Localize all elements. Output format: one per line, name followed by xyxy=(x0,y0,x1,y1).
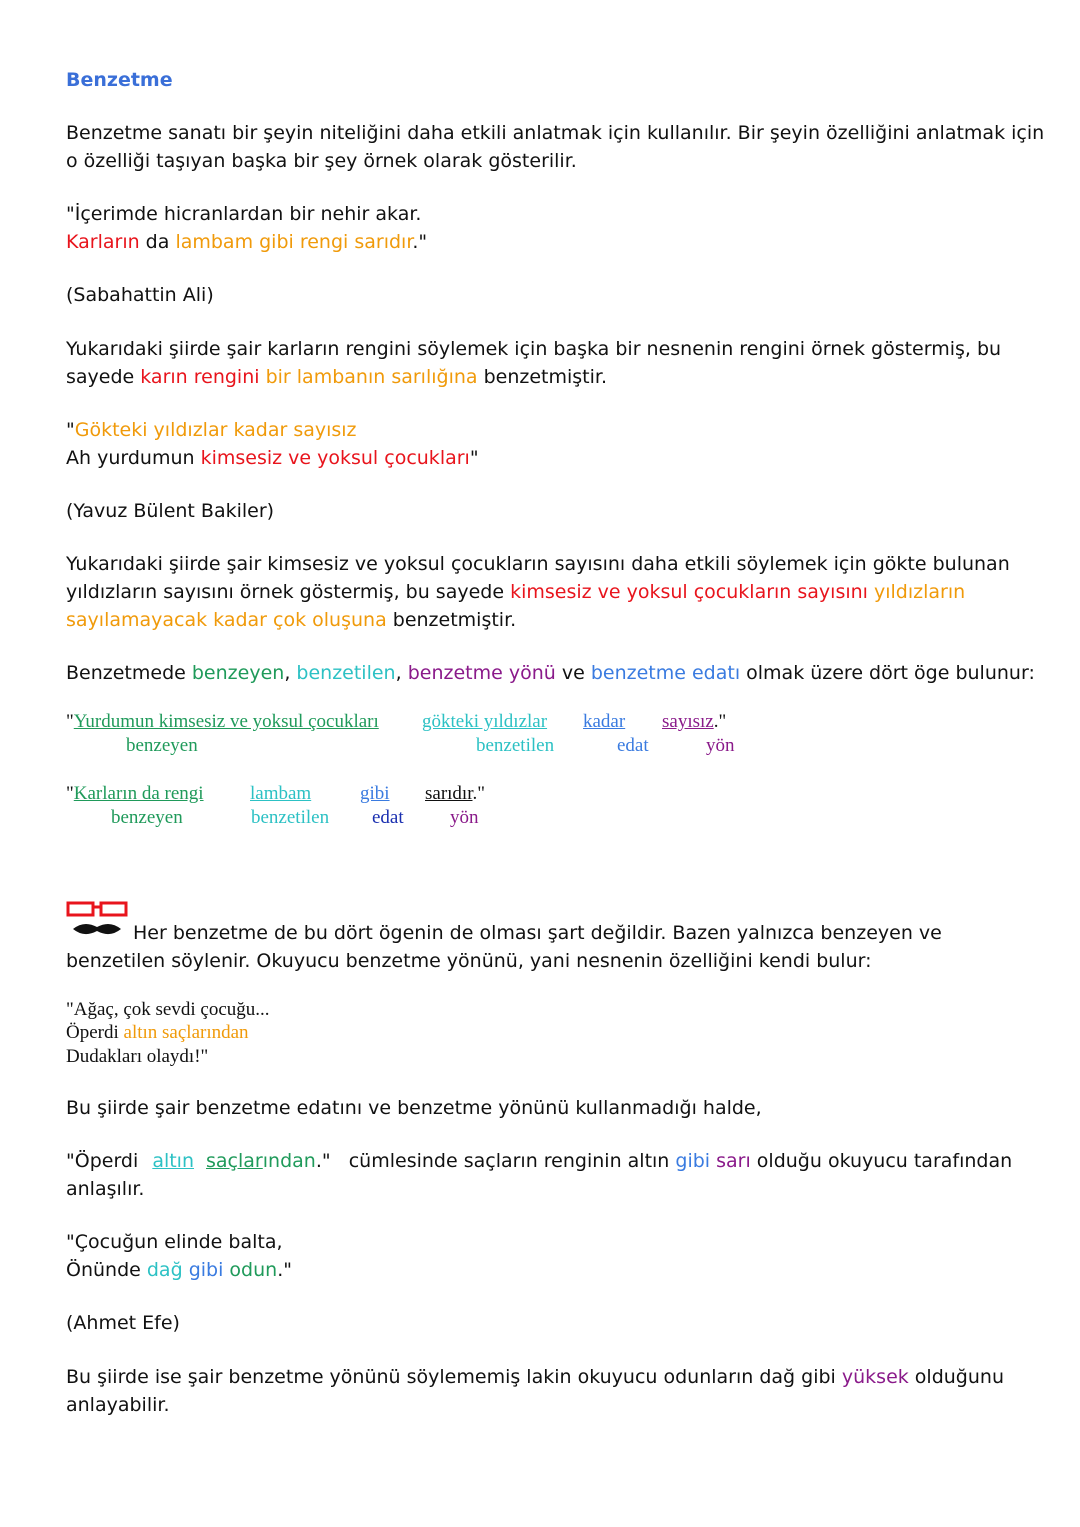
explain2-orange-2: sayılamayacak kadar çok oluşuna xyxy=(66,609,387,631)
explain1-red: karın rengini xyxy=(140,366,260,388)
poem1-line-2 xyxy=(66,228,427,256)
explain2-line-2 xyxy=(66,578,965,606)
poem2-orange: Gökteki yıldızlar kadar sayısız xyxy=(74,419,357,441)
explain3-line-2 xyxy=(66,1147,1012,1175)
explain2-end: benzetmiştir. xyxy=(386,609,517,631)
example2-yon: sarıdır xyxy=(425,783,473,804)
elements-line xyxy=(66,659,1035,687)
poem4-gibi: gibi xyxy=(188,1259,224,1281)
elements-benzeyen: benzeyen xyxy=(191,662,285,684)
elements-edat: benzetme edatı xyxy=(590,662,741,684)
explain3-quote: ." xyxy=(315,1150,331,1172)
poem2-author: (Yavuz Bülent Bakiler) xyxy=(66,500,275,522)
poem4-line-1: "Çocuğun elinde balta, xyxy=(66,1231,283,1253)
elements-comma: , xyxy=(284,662,297,684)
example1-label-benzetilen: benzetilen xyxy=(476,735,555,756)
example2-label-benzeyen: benzeyen xyxy=(111,807,183,828)
elements-benzetilen: benzetilen xyxy=(296,662,396,684)
explain1-line-1: Yukarıdaki şiirde şair karların rengini söylemek için başka bir nesnenin rengini örnek göstermiş, bu xyxy=(66,338,1002,360)
explain3-altin: altın xyxy=(152,1150,195,1172)
example1-label-edat: edat xyxy=(617,735,649,756)
poem1-line-1: "İçerimde hicranlardan bir nehir akar. xyxy=(66,203,422,225)
explain3-saclar: saçlar xyxy=(206,1150,263,1172)
explain4-line-1 xyxy=(66,1363,1004,1391)
explain2-text: yıldızların sayısını örnek göstermiş, bu sayede xyxy=(66,581,511,603)
explain3-end: olduğu okuyucu tarafından xyxy=(750,1150,1013,1172)
intro-line-2: o özelliği taşıyan başka bir şey örnek olarak gösterilir. xyxy=(66,150,577,172)
poem2-line-2 xyxy=(66,444,479,472)
example2-edat: gibi xyxy=(360,783,390,804)
example1-words xyxy=(66,711,379,733)
explain2-line-3 xyxy=(66,606,516,634)
example2-label-edat: edat xyxy=(372,807,404,828)
explain4-text: Bu şiirde ise şair benzetme yönünü söylememiş lakin okuyucu odunların dağ gibi xyxy=(66,1366,842,1388)
explain3-line-1: Bu şiirde şair benzetme edatını ve benzetme yönünü kullanmadığı halde, xyxy=(66,1097,762,1119)
explain3-line-3: anlaşılır. xyxy=(66,1178,145,1200)
poem3-orange: altın saçlarından xyxy=(123,1022,249,1043)
example1-yon: sayısız xyxy=(662,711,714,732)
poem4-author: (Ahmet Efe) xyxy=(66,1312,180,1334)
elements-ve: ve xyxy=(555,662,591,684)
example1-edat: kadar xyxy=(583,711,626,732)
example1-benzetilen: gökteki yıldızlar xyxy=(422,711,548,732)
poem1-author: (Sabahattin Ali) xyxy=(66,284,214,306)
example1-quote-end: ." xyxy=(713,711,727,732)
example1-yon-wrap xyxy=(662,711,726,733)
poem1-end: ." xyxy=(412,231,428,253)
poem3-text: Öperdi xyxy=(66,1022,124,1043)
explain4-line-2: anlayabilir. xyxy=(66,1394,170,1416)
example2-quote: " xyxy=(66,783,74,804)
explain1-orange: bir lambanın sarılığına xyxy=(259,366,478,388)
poem2-quote: " xyxy=(66,419,75,441)
poem4-dag: dağ xyxy=(146,1259,183,1281)
poem4-text: Önünde xyxy=(66,1259,147,1281)
poem1-benzeyen: Karların xyxy=(66,231,140,253)
explain1-text: sayede xyxy=(66,366,141,388)
poem3-line-1: "Ağaç, çok sevdi çocuğu... xyxy=(66,999,270,1020)
elements-comma-2: , xyxy=(395,662,408,684)
example2-label-yon: yön xyxy=(450,807,479,828)
example1-quote: " xyxy=(66,711,74,732)
explain4-end: olduğunu xyxy=(908,1366,1004,1388)
poem2-text: Ah yurdumun xyxy=(66,447,201,469)
poem1-text: da xyxy=(139,231,176,253)
poem2-end: " xyxy=(469,447,479,469)
example2-label-benzetilen: benzetilen xyxy=(251,807,330,828)
example2-words xyxy=(66,783,204,805)
poem3-line-2 xyxy=(66,1022,249,1044)
explain2-red: kimsesiz ve yoksul çocukların sayısını xyxy=(510,581,868,603)
poem4-odun: odun xyxy=(229,1259,278,1281)
poem3-line-3: Dudakları olaydı!" xyxy=(66,1046,209,1067)
example2-benzetilen: lambam xyxy=(250,783,312,804)
example1-label-benzeyen: benzeyen xyxy=(126,735,198,756)
explain2-orange: yıldızların xyxy=(867,581,966,603)
example2-benzeyen: Karların da rengi xyxy=(73,783,204,804)
poem2-red: kimsesiz ve yoksul çocukları xyxy=(200,447,470,469)
example2-yon-wrap xyxy=(425,783,485,805)
page-title: Benzetme xyxy=(66,69,173,91)
explain2-line-1: Yukarıdaki şiirde şair kimsesiz ve yoksul çocukların sayısını daha etkili söylemek için gökte bulunan xyxy=(66,553,1010,575)
explain3-text: "Öperdi xyxy=(66,1150,145,1172)
explain3-middle: cümlesinde saçların renginin altın xyxy=(330,1150,676,1172)
note-line-1: Her benzetme de bu dört ögenin de olması şart değildir. Bazen yalnızca benzeyen ve xyxy=(133,922,942,944)
example1-label-yon: yön xyxy=(706,735,735,756)
elements-text: Benzetmede xyxy=(66,662,192,684)
explain1-line-2 xyxy=(66,363,607,391)
poem4-end: ." xyxy=(277,1259,292,1281)
example2-quote-end: ." xyxy=(472,783,486,804)
explain1-end: benzetmiştir. xyxy=(477,366,607,388)
glasses-mustache-icon xyxy=(66,898,132,942)
explain3-indan: ından xyxy=(262,1150,316,1172)
example1-benzeyen: Yurdumun kimsesiz ve yoksul çocukları xyxy=(73,711,379,732)
explain3-sari: sarı xyxy=(716,1150,751,1172)
explain4-yuksek: yüksek xyxy=(841,1366,909,1388)
poem4-line-2 xyxy=(66,1256,292,1284)
elements-end: olmak üzere dört öge bulunur: xyxy=(740,662,1035,684)
intro-line-1: Benzetme sanatı bir şeyin niteliğini daha etkili anlatmak için kullanılır. Bir şeyin özelliğini anlatmak için xyxy=(66,122,1045,144)
note-line-2: benzetilen söylenir. Okuyucu benzetme yönünü, yani nesnenin özelliğini kendi bulur: xyxy=(66,950,872,972)
elements-yon: benzetme yönü xyxy=(407,662,556,684)
poem2-line-1 xyxy=(66,416,357,444)
poem1-benzetilen: lambam gibi rengi sarıdır xyxy=(175,231,413,253)
explain3-gibi: gibi xyxy=(675,1150,711,1172)
